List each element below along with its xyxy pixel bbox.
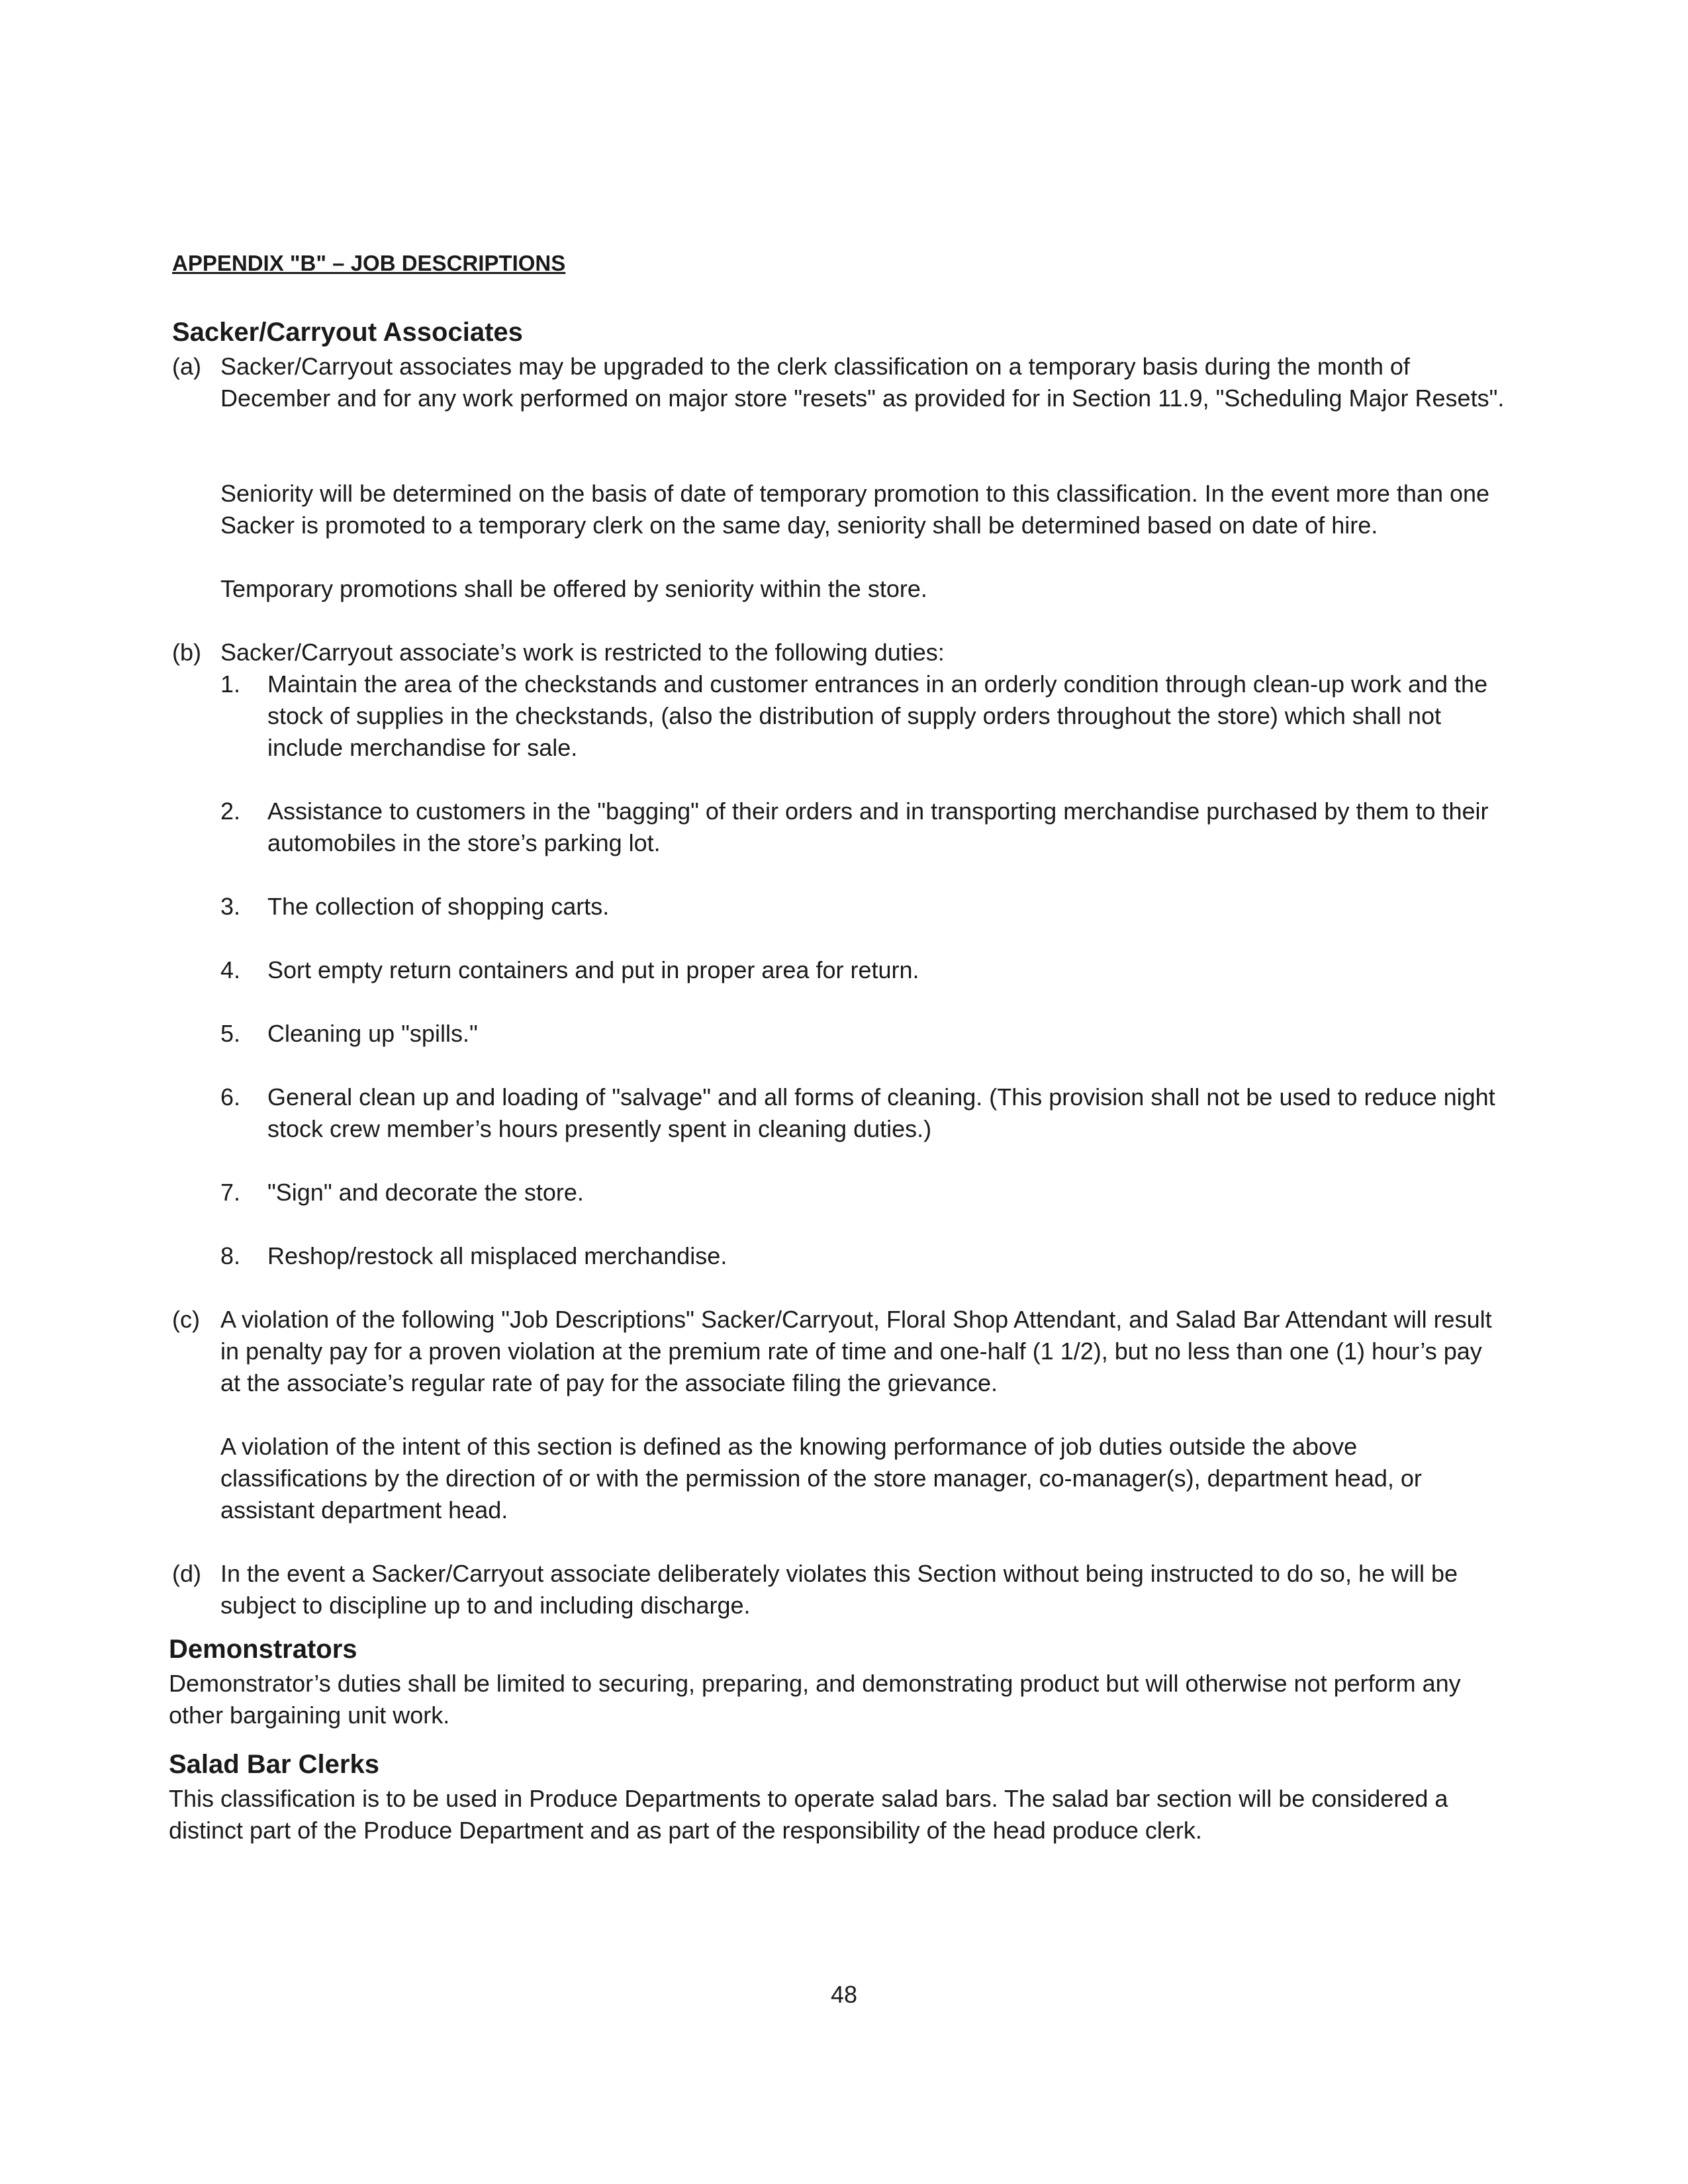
duty-text: The collection of shopping carts. (267, 893, 610, 920)
appendix-title: APPENDIX "B" – JOB DESCRIPTIONS (172, 251, 566, 275)
duty-number: 8. (220, 1242, 241, 1269)
salad-bar-heading: Salad Bar Clerks (169, 1750, 379, 1779)
duty-text: "Sign" and decorate the store. (267, 1179, 584, 1206)
item-a-label: (a) (172, 353, 201, 380)
item-a-paragraph-1: Sacker/Carryout associates may be upgraded to the clerk classification on a temporary basis during the month of December and for any work performed on major store "resets" as provided for in Section 11.9, "Scheduling Major Resets". (220, 353, 1505, 412)
duty-number: 4. (220, 956, 241, 983)
duty-text: Maintain the area of the checkstands and customer entrances in an orderly condition through clean-up work and the stock of supplies in the checkstands, (also the distribution of supply orders throughout the store) which shall not include merchandise for sale. (267, 670, 1488, 761)
item-b-label: (b) (172, 639, 201, 666)
item-a-paragraph-2: Seniority will be determined on the basis of date of temporary promotion to this classification. In the event more than one Sacker is promoted to a temporary clerk on the same day, seniority shall be determined based on date of hire. (220, 480, 1490, 539)
salad-bar-body: This classification is to be used in Produce Departments to operate salad bars. The salad bar section will be considered a distinct part of the Produce Department and as part of the responsibility of the head produce clerk. (169, 1785, 1448, 1844)
duty-number: 7. (220, 1179, 241, 1206)
duty-text: Assistance to customers in the "bagging" of their orders and in transporting merchandise purchased by them to their automobiles in the store’s parking lot. (267, 797, 1489, 856)
duty-number: 1. (220, 670, 241, 698)
sacker-heading: Sacker/Carryout Associates (172, 318, 523, 347)
item-b-intro: Sacker/Carryout associate’s work is restricted to the following duties: (220, 639, 945, 666)
duty-number: 3. (220, 893, 241, 920)
duty-text: Reshop/restock all misplaced merchandise. (267, 1242, 727, 1269)
item-c-paragraph-2: A violation of the intent of this section is defined as the knowing performance of job duties outside the above classifications by the direction of or with the permission of the store manager, co-manager(s), department head, or assistant department head. (220, 1433, 1422, 1524)
item-a-paragraph-3: Temporary promotions shall be offered by seniority within the store. (220, 575, 927, 602)
duty-text: Sort empty return containers and put in proper area for return. (267, 956, 919, 983)
duty-number: 2. (220, 797, 241, 825)
duty-text: General clean up and loading of "salvage" and all forms of cleaning. (This provision shall not be used to reduce night stock crew member’s hours presently spent in cleaning duties.) (267, 1083, 1495, 1142)
duty-number: 6. (220, 1083, 241, 1111)
item-c-paragraph-1: A violation of the following "Job Descriptions" Sacker/Carryout, Floral Shop Attendant, and Salad Bar Attendant will result in penalty pay for a proven violation at the premium rate of time and one-half (1 1/2), but no less than one (1) hour’s pay at the associate’s regular rate of pay for the associate filing the grievance. (220, 1306, 1492, 1396)
item-c-label: (c) (172, 1306, 200, 1333)
duty-number: 5. (220, 1020, 241, 1047)
demonstrators-heading: Demonstrators (169, 1635, 357, 1664)
item-d-label: (d) (172, 1560, 201, 1587)
duty-text: Cleaning up "spills." (267, 1020, 478, 1047)
item-d-paragraph: In the event a Sacker/Carryout associate deliberately violates this Section without being instructed to do so, he will be subject to discipline up to and including discharge. (220, 1560, 1458, 1619)
page-number: 48 (830, 1981, 858, 2008)
demonstrators-body: Demonstrator’s duties shall be limited to securing, preparing, and demonstrating product but will otherwise not perform any other bargaining unit work. (169, 1670, 1461, 1729)
